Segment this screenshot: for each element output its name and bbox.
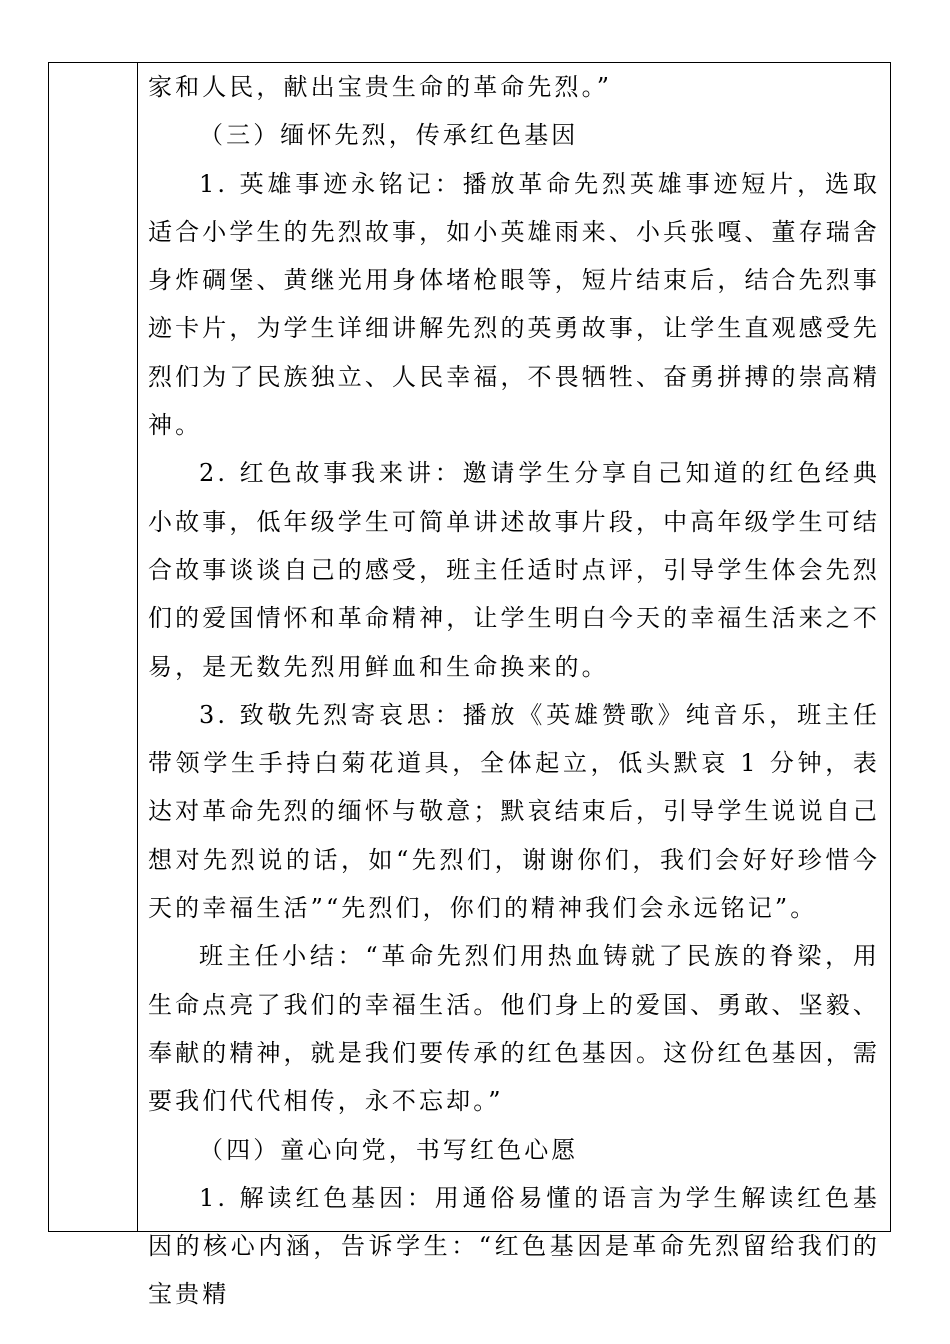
section-heading-3: （三）缅怀先烈，传承红色基因 xyxy=(199,121,579,150)
paragraph-continuation: 家和人民，献出宝贵生命的革命先烈。” xyxy=(148,73,613,101)
paragraph-red-gene: 1. 解读红色基因：用通俗易懂的语言为学生解读红色基因的核心内涵，告诉学生：“红色基因是革命先烈留给我们的宝贵精 xyxy=(148,1183,880,1309)
paragraph-red-stories: 2. 红色故事我来讲：邀请学生分享自己知道的红色经典小故事，低年级学生可简单讲述故事片段，中高年级学生可结合故事谈谈自己的感受，班主任适时点评，引导学生体会先烈们的爱国情怀和革命精神，让学生明白今天的幸福生活来之不易，是无数先烈用鲜血和生命换来的。 xyxy=(148,459,880,681)
paragraph-tribute: 3. 致敬先烈寄哀思：播放《英雄赞歌》纯音乐，班主任带领学生手持白菊花道具，全体起立，低头默哀 1 分钟，表达对革命先烈的缅怀与敬意；默哀结束后，引导学生说说自己想对先烈说的话，如“先烈们，谢谢你们，我们会好好珍惜今天的幸福生活”“先烈们，你们的精神我们会永远铭记”。 xyxy=(148,700,880,923)
label-column xyxy=(49,63,138,1231)
section-heading-4: （四）童心向党，书写红色心愿 xyxy=(199,1135,579,1164)
paragraph-hero-stories: 1. 英雄事迹永铭记：播放革命先烈英雄事迹短片，选取适合小学生的先烈故事，如小英雄雨来、小兵张嘎、董存瑞舍身炸碉堡、黄继光用身体堵枪眼等，短片结束后，结合先烈事迹卡片，为学生详细讲解先烈的英勇故事，让学生直观感受先烈们为了民族独立、人民幸福，不畏牺牲、奋勇拼搏的崇高精神。 xyxy=(148,169,880,440)
paragraph-summary: 班主任小结：“革命先烈们用热血铸就了民族的脊梁，用生命点亮了我们的幸福生活。他们身上的爱国、勇敢、坚毅、奉献的精神，就是我们要传承的红色基因。这份红色基因，需要我们代代相传，永不忘却。” xyxy=(148,942,880,1116)
content-table xyxy=(48,62,891,1309)
content-column xyxy=(138,63,890,1309)
